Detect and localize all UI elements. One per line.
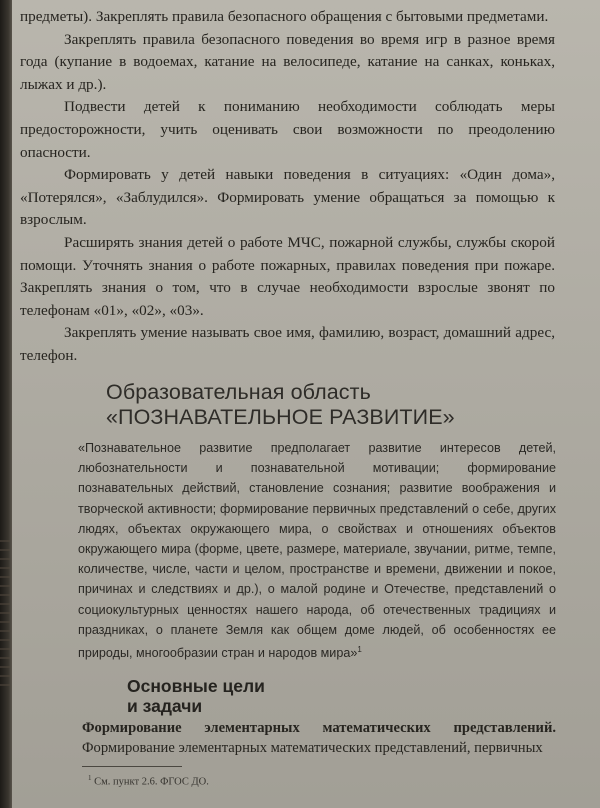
subheading-line2: и задачи [127, 696, 203, 716]
footnote-reference: 1 [357, 645, 362, 655]
math-paragraph [82, 718, 556, 758]
paragraph-personal-info: Закреплять умение называть свое имя, фамилию, возраст, домашний адрес, телефон. [20, 324, 555, 364]
paragraph-objects: предметы). Закреплять правила безопасного обращения с бытовыми предметами. [20, 8, 549, 25]
subheading-line1: Основные цели [127, 676, 265, 696]
body-text [20, 6, 555, 368]
footnote [88, 771, 209, 790]
quote-text: «Познавательное развитие предполагает развитие интересов детей, любознательности и познавательной мотивации; формирование познавательных действий, становление сознания; развитие воображения и творческой активности; формирование первичных представлений о себе, других людях, объектах окружающего мира, о свойствах и отношениях объектов окружающего мира (форме, цвете, размере, материале, звучании, ритме, темпе, количестве, числе, части и целом, пространстве и времени, движении и покое, причинах и следствиях и др.), о малой родине и Отечестве, представлений о социокультурных ценностях нашего народа, об отечественных традициях и праздниках, о планете Земля как общем доме людей, об особенностях ее природы, многообразии стран и народов мира» [78, 441, 556, 661]
standard-quote [78, 438, 556, 663]
footnote-text: См. пункт 2.6. ФГОС ДО. [91, 776, 209, 788]
paragraph-emergency-services: Расширять знания детей о работе МЧС, пожарной службы, службы скорой помощи. Уточнять знания о работе пожарных, правилах поведения при пожаре. Закреплять знания о том, что в случае необходимости взрослые звонят по телефонам «01», «02», «03». [20, 233, 555, 319]
footnote-divider [82, 766, 182, 767]
adjacent-page-edge [0, 540, 10, 690]
paragraph-precautions: Подвести детей к пониманию необходимости соблюдать меры предосторожности, учить оценивать свои возможности по преодолению опасности. [20, 98, 555, 161]
paragraph-games-safety: Закреплять правила безопасного поведения во время игр в разное время года (купание в водоемах, катание на велосипеде, катание на санках, коньках, лыжах и др.). [20, 30, 555, 93]
book-page [12, 0, 600, 808]
section-title-line2: «ПОЗНАВАТЕЛЬНОЕ РАЗВИТИЕ» [106, 405, 455, 429]
section-title-line1: Образовательная область [106, 380, 371, 404]
math-paragraph-lead: Формирование элементарных математических представлений. [82, 720, 556, 736]
paragraph-situations: Формировать у детей навыки поведения в ситуациях: «Один дома», «Потерялся», «Заблудился». Формировать умение обращаться за помощью к взрослым. [20, 166, 555, 229]
goals-subheading [127, 676, 265, 716]
math-paragraph-text: Формирование элементарных математических представлений, первичных [82, 740, 543, 756]
footnote-number: 1 [88, 774, 92, 782]
section-title [106, 380, 536, 430]
